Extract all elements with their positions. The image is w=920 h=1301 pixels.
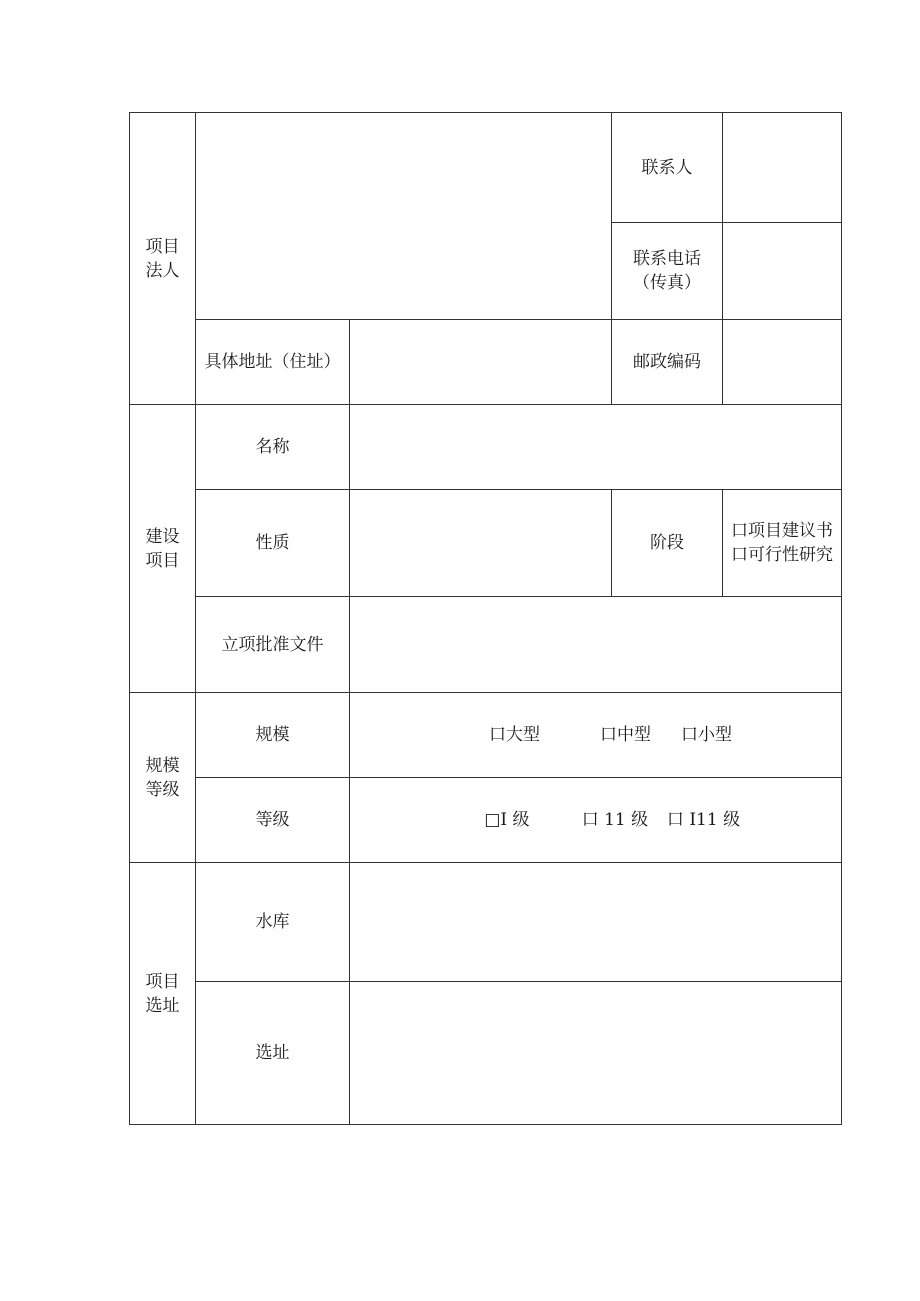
section-site (130, 863, 196, 1125)
section-site-line2: 选址 (145, 995, 180, 1016)
section-scale (130, 693, 196, 863)
scale-label: 规模 (196, 693, 350, 778)
stage-option-feasibility[interactable]: 口可行性研究 (731, 545, 833, 565)
section-scale-line1: 规模 (145, 755, 180, 776)
reservoir-field[interactable] (350, 863, 842, 982)
section-site-line1: 项目 (145, 971, 180, 992)
section-legal-person (130, 113, 196, 405)
section-legal-person-line2: 法人 (145, 260, 180, 281)
approval-doc-label: 立项批准文件 (196, 597, 350, 693)
site-label: 选址 (196, 982, 350, 1125)
section-project-line2: 项目 (145, 550, 180, 571)
site-field[interactable] (350, 982, 842, 1125)
phone-label-line1: 联系电话 (633, 249, 701, 269)
grade-label: 等级 (196, 778, 350, 863)
phone-label (612, 223, 723, 320)
project-name-label: 名称 (196, 405, 350, 490)
project-stage-options (723, 490, 842, 597)
grade-option-2[interactable]: 口 11 级 (581, 810, 649, 830)
scale-options (350, 693, 842, 778)
section-project (130, 405, 196, 693)
project-name-field[interactable] (350, 405, 842, 490)
contact-field[interactable] (723, 113, 842, 223)
scale-option-medium[interactable]: 口中型 (600, 725, 651, 745)
approval-doc-field[interactable] (350, 597, 842, 693)
project-nature-label: 性质 (196, 490, 350, 597)
project-stage-label: 阶段 (612, 490, 723, 597)
scale-option-large[interactable]: 口大型 (489, 725, 540, 745)
section-scale-line2: 等级 (145, 779, 180, 800)
postcode-label: 邮政编码 (612, 320, 723, 405)
address-field[interactable] (350, 320, 612, 405)
phone-label-line2: （传真） (633, 273, 701, 293)
grade-options (350, 778, 842, 863)
phone-field[interactable] (723, 223, 842, 320)
scale-option-small[interactable]: 口小型 (681, 725, 732, 745)
postcode-field[interactable] (723, 320, 842, 405)
legal-person-name-field[interactable] (196, 113, 612, 320)
application-form-table (129, 112, 842, 1125)
project-nature-field[interactable] (350, 490, 612, 597)
grade-option-1[interactable]: □I 级 (484, 810, 530, 830)
grade-option-3[interactable]: 口 I11 级 (666, 810, 741, 830)
section-legal-person-line1: 项目 (145, 236, 180, 257)
contact-label: 联系人 (612, 113, 723, 223)
reservoir-label: 水库 (196, 863, 350, 982)
section-project-line1: 建设 (145, 526, 180, 547)
address-label: 具体地址（住址） (196, 320, 350, 405)
stage-option-proposal[interactable]: 口项目建议书 (731, 521, 833, 541)
